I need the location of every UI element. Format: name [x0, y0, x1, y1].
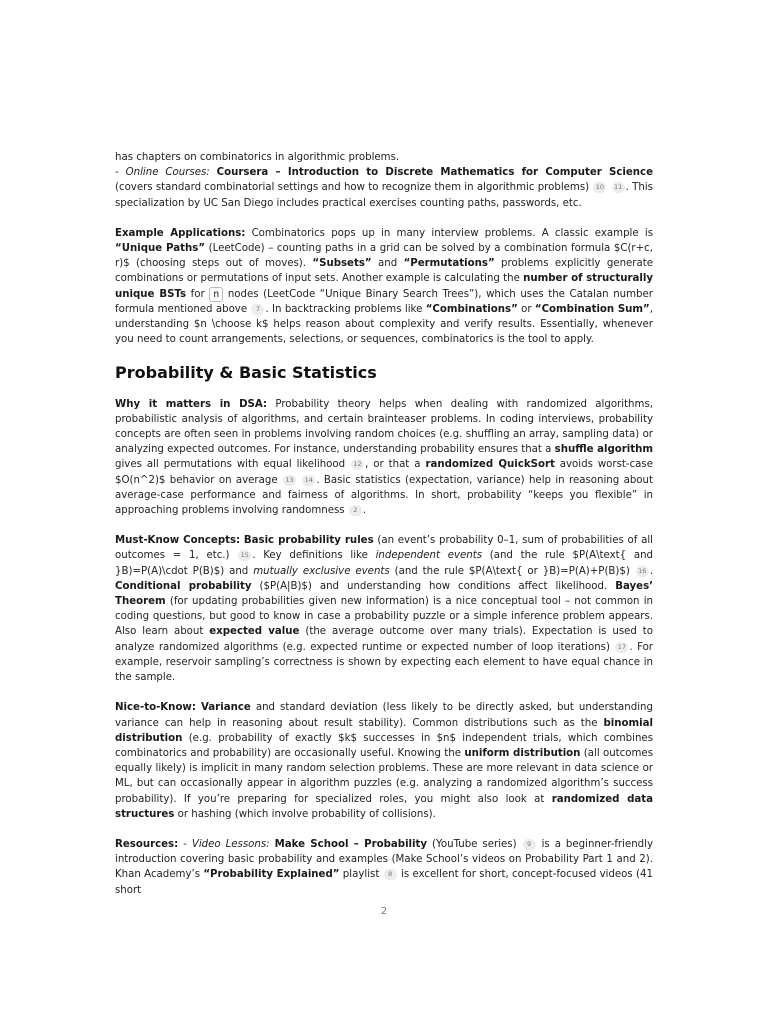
intro-line: has chapters on combinatorics in algorithmic problems. [115, 152, 400, 163]
citation-badge[interactable]: 14 [302, 475, 315, 486]
page-number: 2 [380, 906, 388, 917]
citation-badge[interactable]: 10 [593, 182, 606, 193]
paragraph-nice-to-know: Nice-to-Know: Variance and standard deviation (less likely to be directly asked, but understanding variance can help in reasoning about result stability). Common distributions such as the binomial distribution (e.g. probability of exactly $k$ successes in $n$ independent trials, which combines combinatorics and probability) are occasionally useful. Knowing the uniform distribution (all outcomes equally likely) is implicit in many random selection problems. These are more relevant in data science or ML, but can occasionally appear in algorithm puzzles (e.g. analyzing a randomized algorithm’s success probability). If you’re preparing for specialized roles, you might also look at randomized data structures or hashing (which involve probability of collisions). [115, 702, 654, 820]
why-it-matters-label: Why it matters in DSA: [115, 398, 268, 410]
paragraph-must-know: Must-Know Concepts: Basic probability rules (an event’s probability 0–1, sum of probabilities of all outcomes = 1, etc.) 15 . Key definitions like independent events (and the rule $P(A\text{ and }B)=P(A)\cdot P(B)$) and mutually exclusive events (and the rule $P(A\text{ or }B)=P(A)+P(B)$) 16 . Conditional probability ($P(A|B)$) and understanding how conditions affect likelihood. Bayes’ Theorem (for updating probabilities given new information) is a nice conceptual tool – not common in coding questions, but good to know in case a probability puzzle or a simple inference problem appears. Also learn about expected value (the average outcome over many trials). Expectation is used to analyze randomized algorithms (e.g. expected runtime or expected number of loop iterations) 17 . For example, reservoir sampling’s correctness is shown by expecting each element to have equal chance in the sample. [115, 535, 654, 684]
inline-code: n [209, 287, 223, 302]
nice-to-know-label: Nice-to-Know: [115, 702, 196, 714]
paragraph-why-it-matters: Why it matters in DSA: Probability theory helps when dealing with randomized algorithms, probabilistic analysis of algorithms, and certain brainteaser problems. In coding interviews, probability concepts are often seen in problems involving random choices (e.g. shuffling an array, sampling data) or analyzing expected outcomes. For instance, understanding probability ensures that a shuffle algorithm gives all permutations with equal likelihood 12 , or that a randomized QuickSort avoids worst-case $O(n^2)$ behavior on average 13 14 . Basic statistics (expectation, variance) help in reasoning about average-case performance and fairness of algorithms. In short, probability “keeps you flexible” in approaching problems involving randomness 2 . [115, 398, 653, 517]
citation-badge[interactable]: 2 [349, 505, 362, 516]
resources-label: Resources: [115, 838, 179, 850]
online-courses-label: Online Courses: [125, 167, 210, 179]
citation-badge[interactable]: 17 [615, 642, 628, 653]
citation-badge[interactable]: 15 [238, 550, 251, 561]
citation-badge[interactable]: 16 [636, 566, 649, 577]
citation-badge[interactable]: 13 [283, 475, 296, 486]
document-body [115, 150, 653, 913]
paragraph-online-courses: has chapters on combinatorics in algorithmic problems. - Online Courses: Coursera – Introduction to Discrete Mathematics for Computer Science (covers standard combinatorial settings and how to recognize them in algorithmic problems) 10 11 . This specialization by UC San Diego includes practical exercises counting paths, passwords, etc. [115, 152, 653, 209]
citation-badge[interactable]: 7 [251, 304, 264, 315]
coursera-course-title: Coursera – Introduction to Discrete Mathematics for Computer Science [216, 167, 653, 179]
citation-badge[interactable]: 11 [612, 182, 625, 193]
citation-badge[interactable]: 12 [351, 459, 364, 470]
example-applications-label: Example Applications: [115, 227, 246, 239]
paragraph-example-applications: Example Applications: Combinatorics pops up in many interview problems. A classic example is “Unique Paths” (LeetCode) – counting paths in a grid can be solved by a combination formula $C(r+c, r)$ (choosing steps out of moves). “Subsets” and “Permutations” problems explicitly generate combinations or permutations of input sets. Another example is calculating the number of structurally unique BSTs for n nodes (LeetCode “Unique Binary Search Trees”), which uses the Catalan number formula mentioned above 7 . In backtracking problems like “Combinations” or “Combination Sum”, understanding $n \choose k$ helps reason about complexity and verify results. Essentially, whenever you need to count arrangements, selections, or sequences, combinatorics is the tool to apply. [115, 227, 653, 346]
section-heading: Probability & Basic Statistics [115, 363, 377, 383]
citation-badge[interactable]: 9 [523, 839, 536, 850]
must-know-label: Must-Know Concepts: [115, 535, 241, 547]
paragraph-resources: Resources: - Video Lessons: Make School – Probability (YouTube series) 9 is a beginner-friendly introduction covering basic probability and examples (Make School’s videos on Probability Part 1 and 2). Khan Academy’s “Probability Explained” playlist 8 is excellent for short, concept-focused videos (41 short [115, 838, 654, 896]
citation-badge[interactable]: 8 [384, 869, 397, 880]
